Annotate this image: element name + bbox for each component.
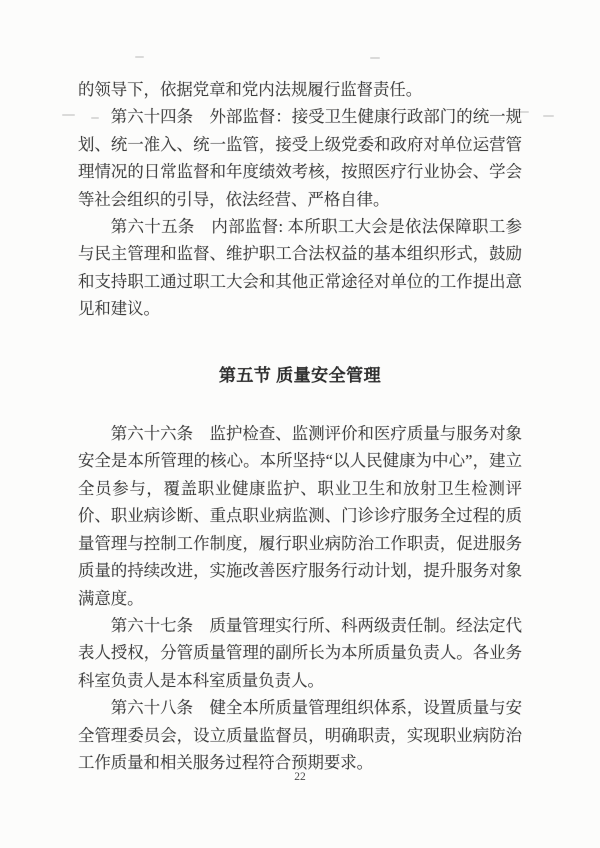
body-paragraph-article-64: 第六十四条 外部监督：接受卫生健康行政部门的统一规划、统一准入、统一监管，接受上级党委和政府对单位运营管理情况的日常监督和年度绩效考核，按照医疗行业协会、学会等社会组织的引导，依法经营、严格自律。 bbox=[78, 107, 522, 209]
body-paragraph-article-65: 第六十五条 内部监督: 本所职工大会是依法保障职工参与民主管理和监督、维护职工合法权益的基本组织形式，鼓励和支持职工通过职工大会和其他正常途径对单位的工作提出意见和建议。 bbox=[78, 217, 522, 319]
body-paragraph-article-68: 第六十八条 健全本所质量管理组织体系，设置质量与安全管理委员会，设立质量监督员，明确职责，实现职业病防治工作质量和相关服务过程符合预期要求。 bbox=[78, 698, 522, 772]
scan-artifact bbox=[62, 114, 75, 116]
body-paragraph-article-66: 第六十六条 监护检查、监测评价和医疗质量与服务对象安全是本所管理的核心。本所坚持“以人民健康为中心”，建立全员参与，覆盖职业健康监护、职业卫生和放射卫生检测评价、职业病诊断、重点职业病监测、门诊诊疗服务全过程的质量管理与控制工作制度，履行职业病防治工作职责，促进服务质量的持续改进，实施改善医疗服务行动计划，提升服务对象满意度。 bbox=[78, 424, 522, 608]
body-paragraph-continuation: 的领导下，依据党章和党内法规履行监督责任。 bbox=[78, 80, 423, 99]
body-paragraph-article-67: 第六十七条 质量管理实行所、科两级责任制。经法定代表人授权，分管质量管理的副所长为本所质量负责人。各业务科室负责人是本科室质量负责人。 bbox=[78, 615, 522, 690]
scan-artifact bbox=[135, 56, 144, 58]
page-number: 22 bbox=[294, 771, 306, 783]
scan-artifact bbox=[370, 57, 380, 59]
document-body bbox=[78, 76, 522, 776]
scan-artifact bbox=[543, 115, 554, 117]
section-heading: 第五节 质量安全管理 bbox=[218, 365, 382, 385]
